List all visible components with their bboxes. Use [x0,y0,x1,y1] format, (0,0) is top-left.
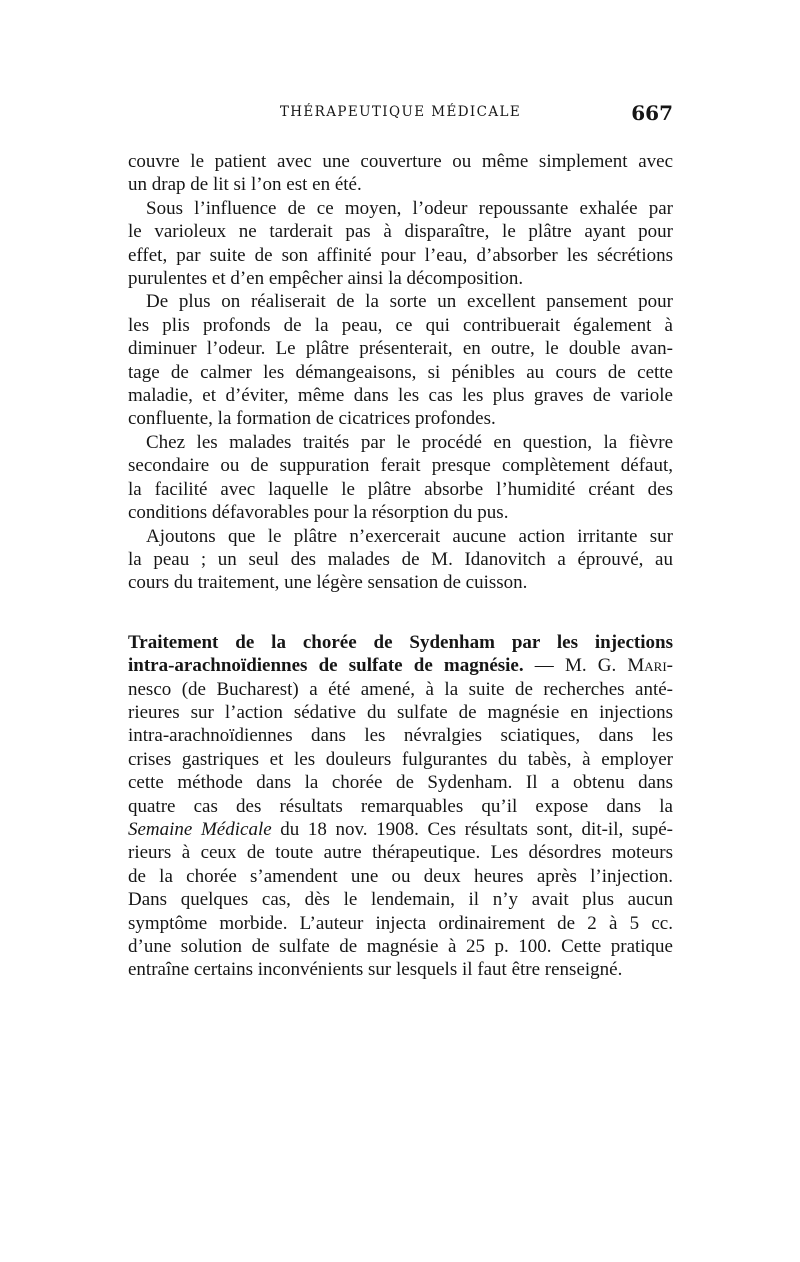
text-line: Dans quelques cas, dès le lendemain, il n’y avait plus aucun [128,889,673,911]
text-line: nesco (de Bucharest) a été amené, à la suite de recherches anté- [128,678,673,700]
text-line: de la chorée s’amendent une ou deux heures après l’injection. [128,865,673,887]
text-line: symptôme morbide. L’auteur injecta ordinairement de 2 à 5 cc. [128,912,673,934]
text-line: Sous l’influence de ce moyen, l’odeur repoussante exhalée par [146,197,673,219]
text-line: intra-arachnoïdiennes dans les névralgies sciatiques, dans les [128,725,673,747]
text-line: conditions défavorables pour la résorption du pus. [128,502,509,524]
text-line: le varioleux ne tarderait pas à disparaître, le plâtre ayant pour [128,221,673,243]
text-line: rieures sur l’action sédative du sulfate de magnésie en injections [128,701,673,723]
text-line: cours du traitement, une légère sensation de cuisson. [128,572,528,594]
paragraph [128,525,673,595]
text-line: les plis profonds de la peau, ce qui contribuerait également à [128,314,673,336]
text-line: la facilité avec laquelle le plâtre absorbe l’humidité créant des [128,478,673,500]
text-line: effet, par suite de son affinité pour l’eau, d’absorber les sécrétions [128,244,673,266]
text-line: diminuer l’odeur. Le plâtre présenterait, en outre, le double avan- [128,338,673,360]
text-line: secondaire ou de suppuration ferait presque complètement défaut, [128,455,673,477]
running-title: THÉRAPEUTIQUE MÉDICALE [279,104,522,120]
text-line: quatre cas des résultats remarquables qu’il expose dans la [128,795,673,817]
author-prefix: — M. G. [523,655,628,677]
text-line: d’une solution de sulfate de magnésie à 25 p. 100. Cette pratique [128,936,673,957]
text-line: un drap de lit si l’on est en été. [128,174,362,196]
body-text [128,150,673,982]
section-paragraph [128,631,673,982]
page-number: 667 [631,101,673,125]
text-line: De plus on réaliserait de la sorte un excellent pansement pour [146,291,673,313]
text-line: Ajoutons que le plâtre n’exercerait aucune action irritante sur [146,525,673,547]
text-line: tage de calmer les démangeaisons, si pénibles au cours de cette [128,361,673,383]
running-header [128,101,673,130]
journal-line-rest: du 18 nov. 1908. Ces résultats sont, dit-il, supé- [271,818,673,840]
text-line: cette méthode dans la chorée de Sydenham. Il a obtenu dans [128,772,673,794]
text-line: purulentes et d’en empêcher ainsi la décomposition. [128,268,524,290]
text-line: Chez les malades traités par le procédé en question, la fièvre [146,431,673,453]
text-line [128,818,673,841]
text-line: couvre le patient avec une couverture ou même simplement avec [128,151,673,172]
paragraph [128,150,673,197]
text-line: entraîne certains inconvénients sur lesquels il faut être renseigné. [128,959,623,981]
section-heading: Traitement de la chorée de Sydenham par les injections [128,631,673,653]
paragraph [128,431,673,525]
text-line: rieurs à ceux de toute autre thérapeutique. Les désordres moteurs [128,842,673,864]
section-heading-cont: intra-arachnoïdiennes de sulfate de magnésie. [128,655,524,677]
author-name: Mari- [627,655,673,677]
text-line: crises gastriques et les douleurs fulgurantes du tabès, à employer [128,748,673,770]
text-line: la peau ; un seul des malades de M. Idanovitch a éprouvé, au [128,548,673,570]
text-line: maladie, et d’éviter, même dans les cas les plus graves de variole [128,385,673,407]
text-line [128,654,673,677]
paragraph [128,290,673,430]
paragraph [128,197,673,291]
section-spacer [128,595,673,631]
journal-name: Semaine Médicale [128,818,272,840]
text-line: confluente, la formation de cicatrices profondes. [128,408,496,430]
